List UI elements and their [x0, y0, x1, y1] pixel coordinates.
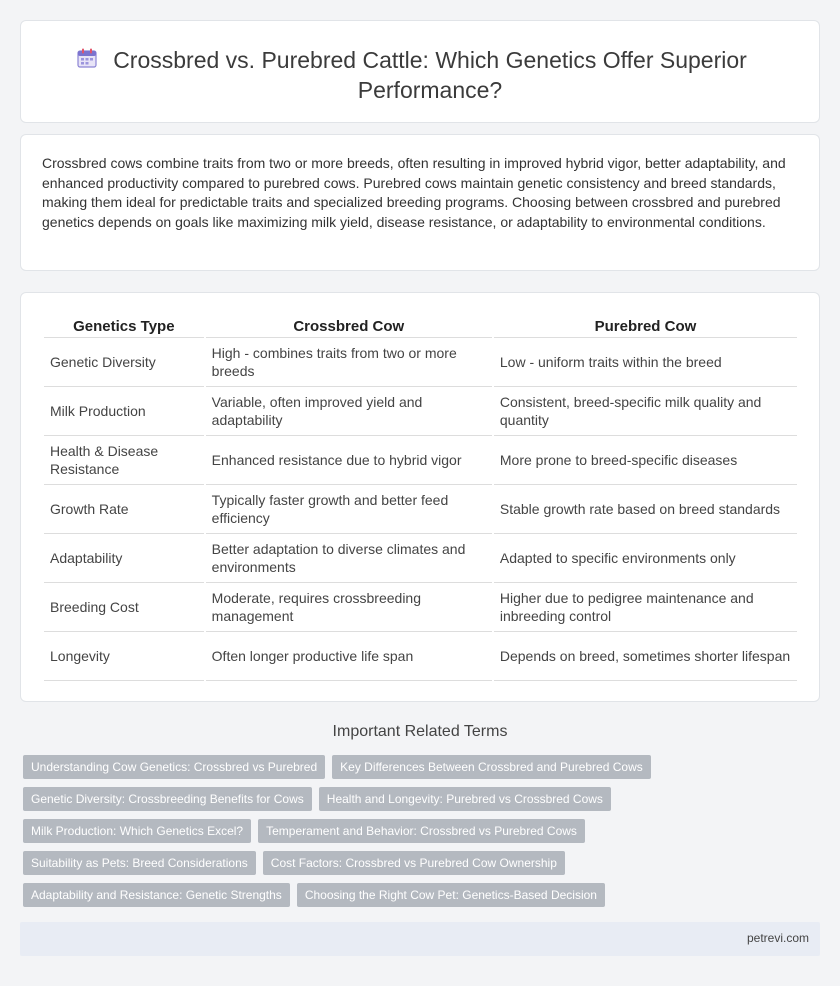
- table-cell: Milk Production: [44, 387, 204, 436]
- table-cell: Variable, often improved yield and adaptability: [206, 387, 492, 436]
- table-cell: Often longer productive life span: [206, 632, 492, 681]
- intro-text: Crossbred cows combine traits from two or more breeds, often resulting in improved hybrid vigor, better adaptability, and enhanced productivity compared to purebred cows. Purebred cows maintain genetic consistency and breed standards, making them ideal for predictable traits and specialized breeding programs. Choosing between crossbred and purebred genetics depends on goals like maximizing milk yield, disease resistance, or adaptability to environmental conditions.: [42, 155, 786, 230]
- related-terms-heading: Important Related Terms: [332, 723, 508, 740]
- table-cell: Longevity: [44, 632, 204, 681]
- related-term-tag[interactable]: Milk Production: Which Genetics Excel?: [23, 819, 251, 843]
- table-cell: Consistent, breed-specific milk quality and quantity: [494, 387, 797, 436]
- table-row: [44, 632, 797, 681]
- table-row: [44, 387, 797, 436]
- table-cell: Better adaptation to diverse climates and environments: [206, 534, 492, 583]
- table-row: [44, 485, 797, 534]
- table-cell: Genetic Diversity: [44, 338, 204, 387]
- table-row: [44, 583, 797, 632]
- related-term-tag[interactable]: Choosing the Right Cow Pet: Genetics-Based Decision: [297, 883, 605, 907]
- table-cell: Enhanced resistance due to hybrid vigor: [206, 436, 492, 485]
- table-cell: Higher due to pedigree maintenance and inbreeding control: [494, 583, 797, 632]
- table-cell: Stable growth rate based on breed standards: [494, 485, 797, 534]
- table-cell: Moderate, requires crossbreeding management: [206, 583, 492, 632]
- header-card: [20, 20, 820, 123]
- related-term-tag[interactable]: Cost Factors: Crossbred vs Purebred Cow Ownership: [263, 851, 565, 875]
- intro-card: [20, 134, 820, 271]
- comparison-table-card: [20, 292, 820, 702]
- related-term-tag[interactable]: Suitability as Pets: Breed Considerations: [23, 851, 256, 875]
- table-cell: More prone to breed-specific diseases: [494, 436, 797, 485]
- column-header: Purebred Cow: [494, 312, 797, 338]
- related-term-tag[interactable]: Genetic Diversity: Crossbreeding Benefits for Cows: [23, 787, 312, 811]
- table-header-row: [44, 312, 797, 338]
- table-cell: Health & Disease Resistance: [44, 436, 204, 485]
- related-term-tag[interactable]: Health and Longevity: Purebred vs Crossbred Cows: [319, 787, 611, 811]
- related-term-tag[interactable]: Understanding Cow Genetics: Crossbred vs Purebred: [23, 755, 325, 779]
- column-header: Genetics Type: [44, 312, 204, 338]
- related-term-tag[interactable]: Key Differences Between Crossbred and Purebred Cows: [332, 755, 651, 779]
- related-term-tag[interactable]: Temperament and Behavior: Crossbred vs Purebred Cows: [258, 819, 585, 843]
- table-cell: Breeding Cost: [44, 583, 204, 632]
- comparison-table: [42, 312, 799, 681]
- table-row: [44, 338, 797, 387]
- table-cell: Adaptability: [44, 534, 204, 583]
- page-title: Crossbred vs. Purebred Cattle: Which Genetics Offer Superior Performance?: [113, 47, 747, 103]
- footer: [20, 922, 820, 956]
- site-name[interactable]: petrevi.com: [746, 931, 809, 945]
- table-cell: Low - uniform traits within the breed: [494, 338, 797, 387]
- table-cell: High - combines traits from two or more breeds: [206, 338, 492, 387]
- table-cell: Depends on breed, sometimes shorter lifespan: [494, 632, 797, 681]
- table-cell: Adapted to specific environments only: [494, 534, 797, 583]
- related-term-tag[interactable]: Adaptability and Resistance: Genetic Strengths: [23, 883, 290, 907]
- table-row: [44, 436, 797, 485]
- column-header: Crossbred Cow: [206, 312, 492, 338]
- table-cell: Typically faster growth and better feed efficiency: [206, 485, 492, 534]
- related-terms-list: [23, 755, 823, 907]
- table-row: [44, 534, 797, 583]
- table-cell: Growth Rate: [44, 485, 204, 534]
